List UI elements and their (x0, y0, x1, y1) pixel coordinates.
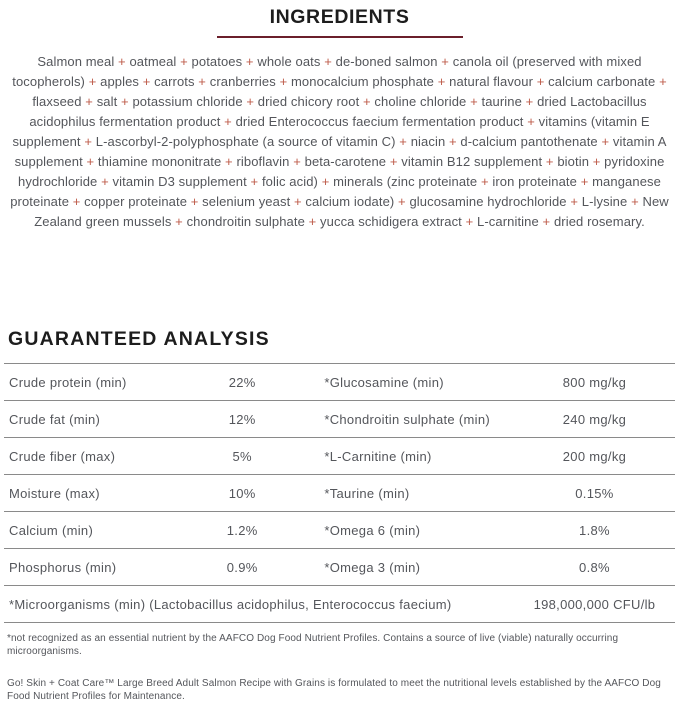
product-info-page (0, 6, 679, 703)
analysis-right-value: 1.8% (514, 512, 675, 549)
plus-separator: + (445, 134, 461, 149)
analysis-left-value: 22% (165, 364, 319, 401)
plus-separator: + (627, 194, 643, 209)
footnote-aafco-statement: Go! Skin + Coat Care™ Large Breed Adult Salmon Recipe with Grains is formulated to meet the nutritional levels established by the AAFCO Dog Food Nutrient Profiles for Maintenance. (7, 678, 661, 702)
plus-separator: + (466, 94, 482, 109)
analysis-row (4, 364, 675, 401)
guaranteed-analysis-table-body (4, 364, 675, 623)
analysis-left-label: Calcium (min) (4, 512, 165, 549)
plus-separator: + (386, 154, 402, 169)
plus-separator: + (81, 94, 97, 109)
analysis-right-label: *Omega 3 (min) (319, 549, 514, 586)
plus-separator: + (117, 94, 133, 109)
analysis-right-label: *Omega 6 (min) (319, 512, 514, 549)
plus-separator: + (655, 74, 667, 89)
plus-separator: + (290, 194, 306, 209)
plus-separator: + (220, 114, 236, 129)
plus-separator: + (359, 94, 375, 109)
plus-separator: + (187, 194, 203, 209)
plus-separator: + (566, 194, 582, 209)
plus-separator: + (523, 114, 539, 129)
guaranteed-analysis-title: GUARANTEED ANALYSIS (8, 328, 270, 350)
plus-separator: + (139, 74, 155, 89)
analysis-left-value: 0.9% (165, 549, 319, 586)
plus-separator: + (597, 134, 613, 149)
microorganisms-value: 198,000,000 CFU/lb (514, 586, 675, 623)
plus-separator: + (320, 54, 336, 69)
plus-separator: + (275, 74, 291, 89)
plus-separator: + (176, 54, 192, 69)
analysis-right-value: 200 mg/kg (514, 438, 675, 475)
plus-separator: + (80, 134, 96, 149)
plus-separator: + (461, 214, 478, 229)
plus-separator: + (434, 74, 450, 89)
plus-separator: + (246, 174, 262, 189)
analysis-left-value: 1.2% (165, 512, 319, 549)
plus-separator: + (97, 174, 113, 189)
analysis-left-value: 5% (165, 438, 319, 475)
plus-separator: + (82, 154, 98, 169)
analysis-row (4, 438, 675, 475)
plus-separator: + (69, 194, 85, 209)
plus-separator: + (194, 74, 210, 89)
plus-separator: + (538, 214, 554, 229)
analysis-row (4, 549, 675, 586)
plus-separator: + (84, 74, 101, 89)
analysis-row (4, 401, 675, 438)
plus-separator: + (521, 94, 538, 109)
analysis-left-label: Moisture (max) (4, 475, 165, 512)
analysis-right-label: *Taurine (min) (319, 475, 514, 512)
plus-separator: + (317, 174, 334, 189)
analysis-right-label: *L-Carnitine (min) (319, 438, 514, 475)
plus-separator: + (242, 94, 258, 109)
ingredients-paragraph: Salmon meal + oatmeal + potatoes + whole oats + de-boned salmon + canola oil (preserved with mixed tocopherols) + apples + carrots + cranberries + monocalcium phosphate + natural flavour + calcium carbonate + flaxseed + salt + potassium chloride + dried chicory root + choline chloride + taurine + dried Lactobacillus acidophilus fermentation product + dried Enterococcus faecium fermentation product + vitamins (vitamin E supplement + L-ascorbyl-2-polyphosphate (a source of vitamin C) + niacin + d-calcium pantothenate + vitamin A supplement + thiamine mononitrate + riboflavin + beta-carotene + vitamin B12 supplement + biotin + pyridoxine hydrochloride + vitamin D3 supplement + folic acid) + minerals (zinc proteinate + iron proteinate + manganese proteinate + copper proteinate + selenium yeast + calcium iodate) + glucosamine hydrochloride + L-lysine + New Zealand green mussels + chondroitin sulphate + yucca schidigera extract + L-carnitine + dried rosemary. (10, 54, 669, 229)
plus-separator: + (533, 74, 549, 89)
plus-separator: + (304, 214, 321, 229)
ingredients-title: INGREDIENTS (269, 6, 410, 28)
analysis-right-label: *Chondroitin sulphate (min) (319, 401, 514, 438)
analysis-right-value: 800 mg/kg (514, 364, 675, 401)
analysis-right-value: 0.8% (514, 549, 675, 586)
analysis-left-label: Phosphorus (min) (4, 549, 165, 586)
plus-separator: + (589, 154, 605, 169)
plus-separator: + (576, 174, 593, 189)
accent-divider (217, 36, 463, 38)
analysis-right-value: 0.15% (514, 475, 675, 512)
analysis-row (4, 475, 675, 512)
analysis-left-label: Crude fiber (max) (4, 438, 165, 475)
plus-separator: + (437, 54, 453, 69)
analysis-left-value: 10% (165, 475, 319, 512)
plus-separator: + (542, 154, 558, 169)
plus-separator: + (114, 54, 130, 69)
analysis-left-label: Crude fat (min) (4, 401, 165, 438)
analysis-right-label: *Glucosamine (min) (319, 364, 514, 401)
footnote-asterisk: *not recognized as an essential nutrient by the AAFCO Dog Food Nutrient Profiles. Contains a source of live (viable) naturally occurring microorganisms. (7, 633, 619, 657)
analysis-left-value: 12% (165, 401, 319, 438)
analysis-row-microorganisms (4, 586, 675, 623)
plus-separator: + (221, 154, 237, 169)
plus-separator: + (477, 174, 493, 189)
plus-separator: + (394, 194, 410, 209)
plus-separator: + (289, 154, 305, 169)
analysis-right-value: 240 mg/kg (514, 401, 675, 438)
microorganisms-label: *Microorganisms (min) (Lactobacillus acidophilus, Enterococcus faecium) (4, 586, 514, 623)
plus-separator: + (242, 54, 258, 69)
analysis-left-label: Crude protein (min) (4, 364, 165, 401)
analysis-row (4, 512, 675, 549)
guaranteed-analysis-table (4, 363, 675, 623)
plus-separator: + (395, 134, 411, 149)
plus-separator: + (171, 214, 187, 229)
